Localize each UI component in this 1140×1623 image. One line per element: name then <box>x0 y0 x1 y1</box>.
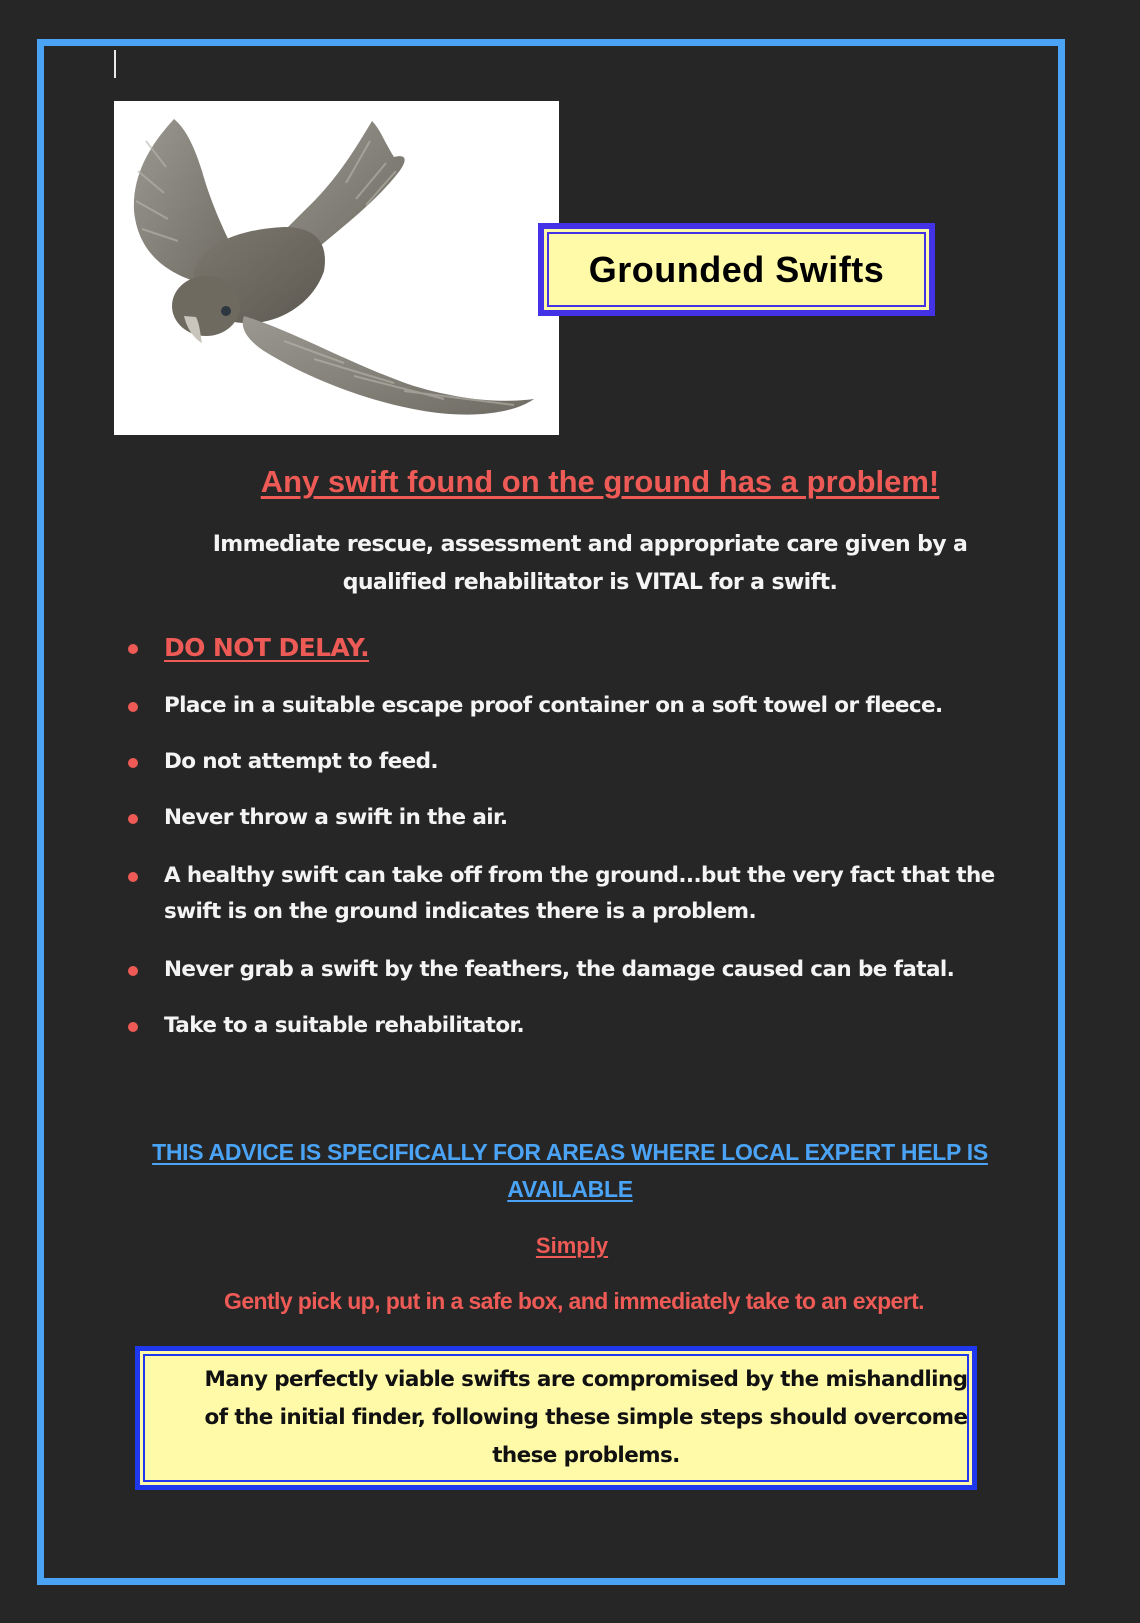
title-box-inner <box>544 229 929 310</box>
list-item <box>128 688 1008 724</box>
list-item-text: DO NOT DELAY. <box>164 633 370 662</box>
summary-line: Gently pick up, put in a safe box, and immediately take to an expert. <box>224 1288 924 1314</box>
list-item-text: A healthy swift can take off from the ground...but the very fact that the swift is on the ground indicates there is a problem. <box>164 863 995 924</box>
swift-bird-icon <box>114 101 559 435</box>
headline: Any swift found on the ground has a problem! <box>260 464 940 499</box>
bullet-dot-icon <box>128 644 138 654</box>
list-item <box>128 1008 1008 1044</box>
swift-photo <box>114 101 559 435</box>
list-item <box>128 858 1008 930</box>
advice-note: THIS ADVICE IS SPECIFICALLY FOR AREAS WHERE LOCAL EXPERT HELP IS AVAILABLE <box>152 1139 988 1202</box>
bullet-dot-icon <box>128 758 138 768</box>
list-item <box>128 630 1008 666</box>
document-title: Grounded Swifts <box>588 248 885 290</box>
bullet-dot-icon <box>128 814 138 824</box>
simply-label: Simply <box>535 1233 609 1258</box>
bullet-dot-icon <box>128 1022 138 1032</box>
intro-paragraph: Immediate rescue, assessment and appropriate care given by a qualified rehabilitator is VITAL for a swift. <box>212 532 968 595</box>
callout-box <box>135 1346 977 1490</box>
bullet-dot-icon <box>128 872 138 882</box>
list-item-text: Never throw a swift in the air. <box>164 805 508 830</box>
bullet-dot-icon <box>128 702 138 712</box>
title-box <box>538 223 935 316</box>
instruction-list <box>128 630 1008 1044</box>
list-item-text: Never grab a swift by the feathers, the damage caused can be fatal. <box>164 957 955 982</box>
list-item <box>128 952 1008 988</box>
list-item-text: Do not attempt to feed. <box>164 749 438 774</box>
callout-box-inner <box>140 1351 972 1485</box>
bullet-dot-icon <box>128 966 138 976</box>
list-item <box>128 744 1008 780</box>
list-item-text: Place in a suitable escape proof container on a soft towel or fleece. <box>164 693 943 718</box>
text-cursor[interactable] <box>114 50 116 78</box>
list-item <box>128 800 1008 836</box>
list-item-text: Take to a suitable rehabilitator. <box>164 1013 525 1038</box>
callout-text: Many perfectly viable swifts are compromised by the mishandling of the initial finder, following these simple steps should overcome these problems. <box>204 1367 968 1468</box>
